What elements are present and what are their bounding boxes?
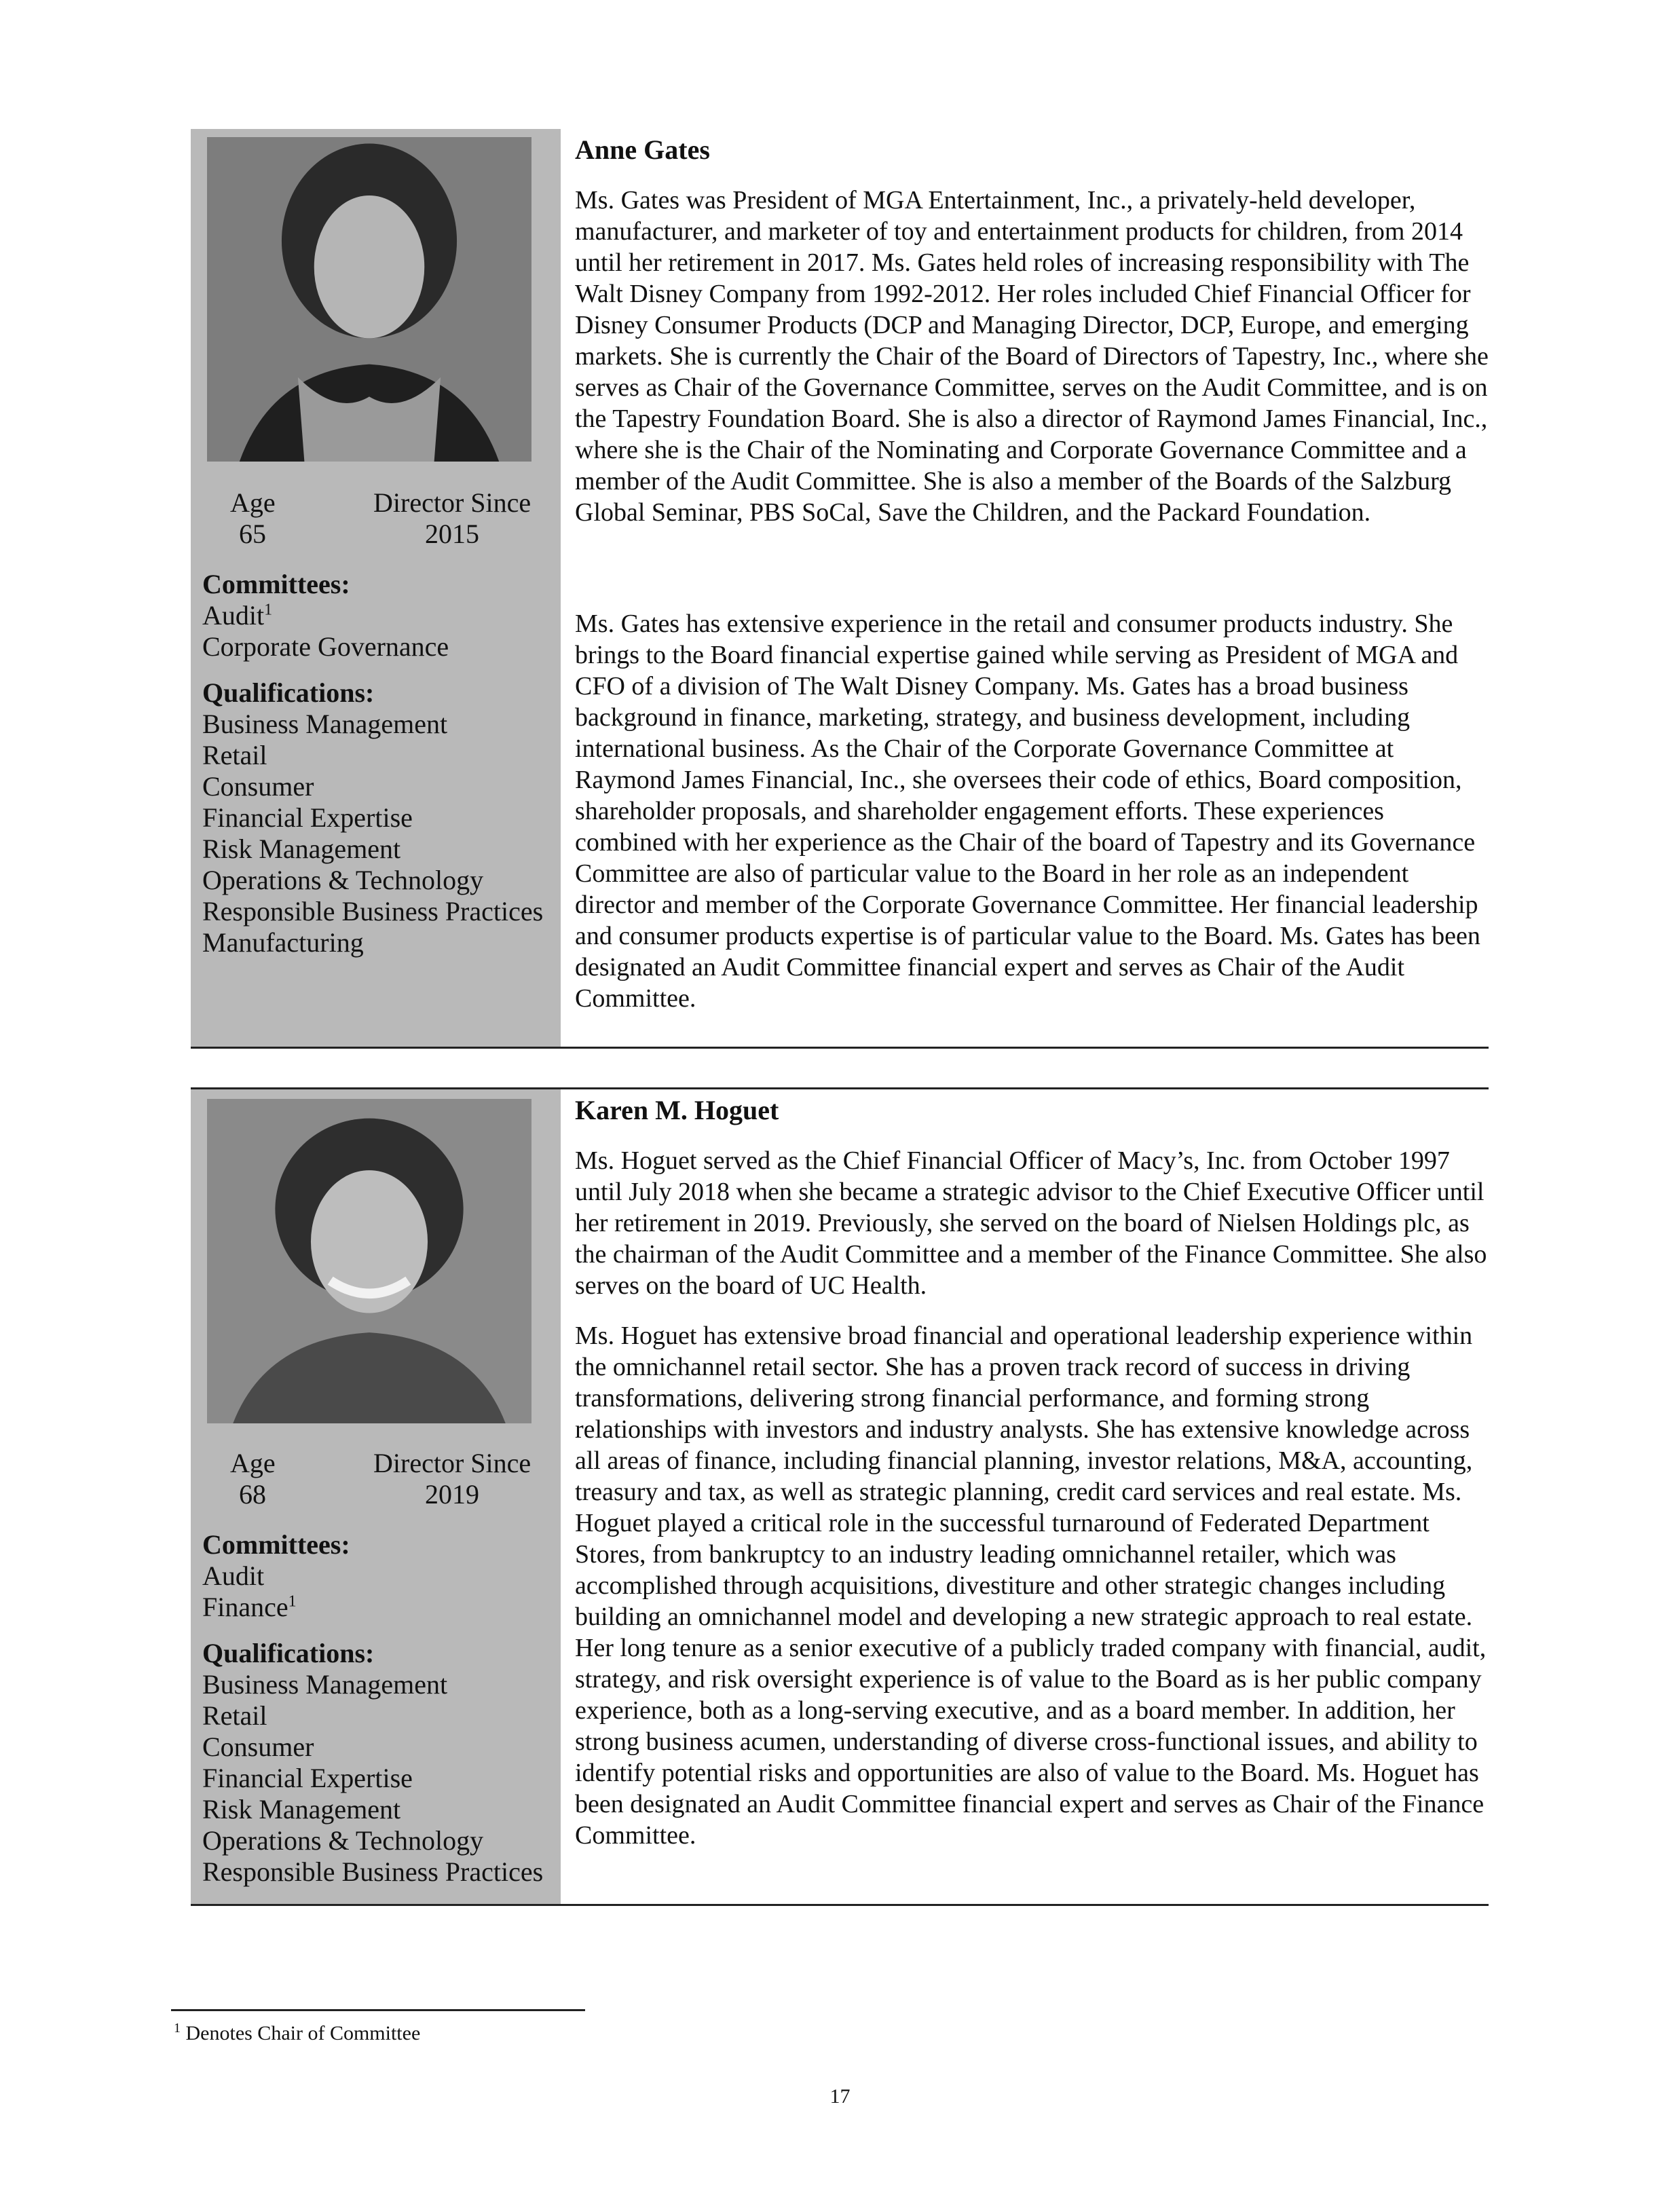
director-since-value: 2015 <box>425 519 479 549</box>
age-label: Age <box>230 1448 276 1478</box>
chair-footnote-mark: 1 <box>264 601 273 619</box>
age-label: Age <box>230 487 276 518</box>
qualification-item: Responsible Business Practices <box>202 896 544 927</box>
qualification-item: Responsible Business Practices <box>202 1856 544 1887</box>
committees-list <box>202 1560 297 1623</box>
bio-paragraph: Ms. Hoguet has extensive broad financial and operational leadership experience within the omnichannel retail sector. She has a proven track record of success in driving transformations, delivering strong financial performance, and forming strong relationships with investors and industry analysts. She has extensive knowledge across all areas of finance, including financial planning, investor relations, M&A, accounting, treasury and tax, as well as strategic planning, credit card services and real estate. Ms. Hoguet played a critical role in the successful turnaround of Federated Department Stores, from bankruptcy to an industry leading omnichannel retailer, which was accomplished through acquisitions, divestiture and other strategic changes including building an omnichannel model and developing a new strategic approach to real estate. Her long tenure as a senior executive of a publicly traded company with financial, audit, strategy, and risk oversight experience is of value to the Board as is her public company experience, both as a long-serving executive, and as a board member. In addition, her strong business acumen, understanding of diverse cross-functional issues, and ability to identify potential risks and opportunities are also of value to the Board. Ms. Hoguet has been designated an Audit Committee financial expert and serves as Chair of the Finance Committee. <box>575 1322 1487 1850</box>
qualification-item: Risk Management <box>202 1794 401 1825</box>
qualifications-list <box>202 1669 543 1888</box>
qualification-item: Operations & Technology <box>202 865 484 895</box>
qualification-item: Operations & Technology <box>202 1825 484 1856</box>
qualification-item: Business Management <box>202 1669 448 1700</box>
director-since-label: Director Since <box>373 1448 531 1478</box>
committees-list <box>202 600 449 662</box>
committee-item: Audit <box>202 1560 265 1591</box>
director-photo <box>207 1099 531 1423</box>
director-profile-karen-hoguet <box>191 1087 1489 1906</box>
qualification-item: Manufacturing <box>202 927 364 958</box>
bio-paragraph: Ms. Hoguet served as the Chief Financial Officer of Macy’s, Inc. from October 1997 until July 2018 when she became a strategic advisor to the Chief Executive Officer until her retirement in 2019. Previously, she served on the board of Nielsen Holdings plc, as the chairman of the Audit Committee and a member of the Finance Committee. She also serves on the board of UC Health. <box>575 1146 1487 1300</box>
footnote-text: Denotes Chair of Committee <box>185 2022 421 2044</box>
qualifications-heading: Qualifications: <box>202 1638 375 1668</box>
qualification-item: Business Management <box>202 709 448 739</box>
committees-heading: Committees: <box>202 1529 350 1560</box>
qualification-item: Financial Expertise <box>202 802 413 833</box>
director-photo <box>207 137 531 462</box>
committee-item: Audit$^1$ <box>202 600 273 631</box>
director-name: Karen M. Hoguet <box>575 1095 779 1125</box>
bio-paragraph: Ms. Gates has extensive experience in the retail and consumer products industry. She brings to the Board financial expertise gained while serving as President of MGA and CFO of a division of The Walt Disney Company. Ms. Gates has a broad business background in finance, marketing, strategy, and business development, including international business. As the Chair of the Corporate Governance Committee at Raymond James Financial, Inc., she oversees their code of ethics, Board composition, shareholder proposals, and shareholder engagement efforts. These experiences combined with her experience as the Chair of the board of Tapestry and its Governance Committee are also of particular value to the Board in her role as an independent director and member of the Corporate Governance Committee. Her financial leadership and consumer products expertise is of particular value to the Board. Ms. Gates has been designated an Audit Committee financial expert and serves as Chair of the Audit Committee. <box>575 610 1480 1013</box>
director-sidebar <box>191 129 561 1047</box>
qualification-item: Consumer <box>202 1732 314 1762</box>
qualification-item: Financial Expertise <box>202 1763 413 1793</box>
director-since-value: 2019 <box>425 1479 479 1510</box>
qualifications-list <box>202 709 543 958</box>
committees-heading: Committees: <box>202 569 350 599</box>
director-sidebar <box>191 1089 561 1904</box>
qualification-item: Retail <box>202 740 267 770</box>
age-value: 68 <box>239 1479 266 1510</box>
director-since-label: Director Since <box>373 487 531 518</box>
age-value: 65 <box>239 519 266 549</box>
footnote-mark: 1 <box>174 2021 181 2036</box>
bio-paragraph: Ms. Gates was President of MGA Entertainment, Inc., a privately-held developer, manufacturer, and marketer of toy and entertainment products for children, from 2014 until her retirement in 2017. Ms. Gates held roles of increasing responsibility with The Walt Disney Company from 1992-2012. Her roles included Chief Financial Officer for Disney Consumer Products (DCP and Managing Director, DCP, Europe, and emerging markets. She is currently the Chair of the Board of Directors of Tapestry, Inc., where she serves as Chair of the Governance Committee, serves on the Audit Committee, and is on the Tapestry Foundation Board. She is also a director of Raymond James Financial, Inc., where she is the Chair of the Nominating and Corporate Governance Committee and a member of the Audit Committee. She is also a member of the Boards of the Salzburg Global Seminar, PBS SoCal, Save the Children, and the Packard Foundation. <box>575 186 1489 527</box>
qualification-item: Consumer <box>202 771 314 802</box>
chair-footnote-mark: 1 <box>288 1592 297 1611</box>
footnote-divider <box>171 2009 585 2011</box>
qualification-item: Retail <box>202 1700 267 1731</box>
footnote <box>174 2021 420 2046</box>
director-name: Anne Gates <box>575 134 710 165</box>
page-number: 17 <box>829 2085 851 2108</box>
qualifications-heading: Qualifications: <box>202 677 375 708</box>
qualification-item: Risk Management <box>202 834 401 864</box>
director-profile-anne-gates <box>191 129 1489 1049</box>
portrait-image <box>207 137 531 462</box>
committee-item: Finance$^1$ <box>202 1592 297 1622</box>
committee-item: Corporate Governance <box>202 631 449 662</box>
portrait-image <box>207 1099 531 1423</box>
